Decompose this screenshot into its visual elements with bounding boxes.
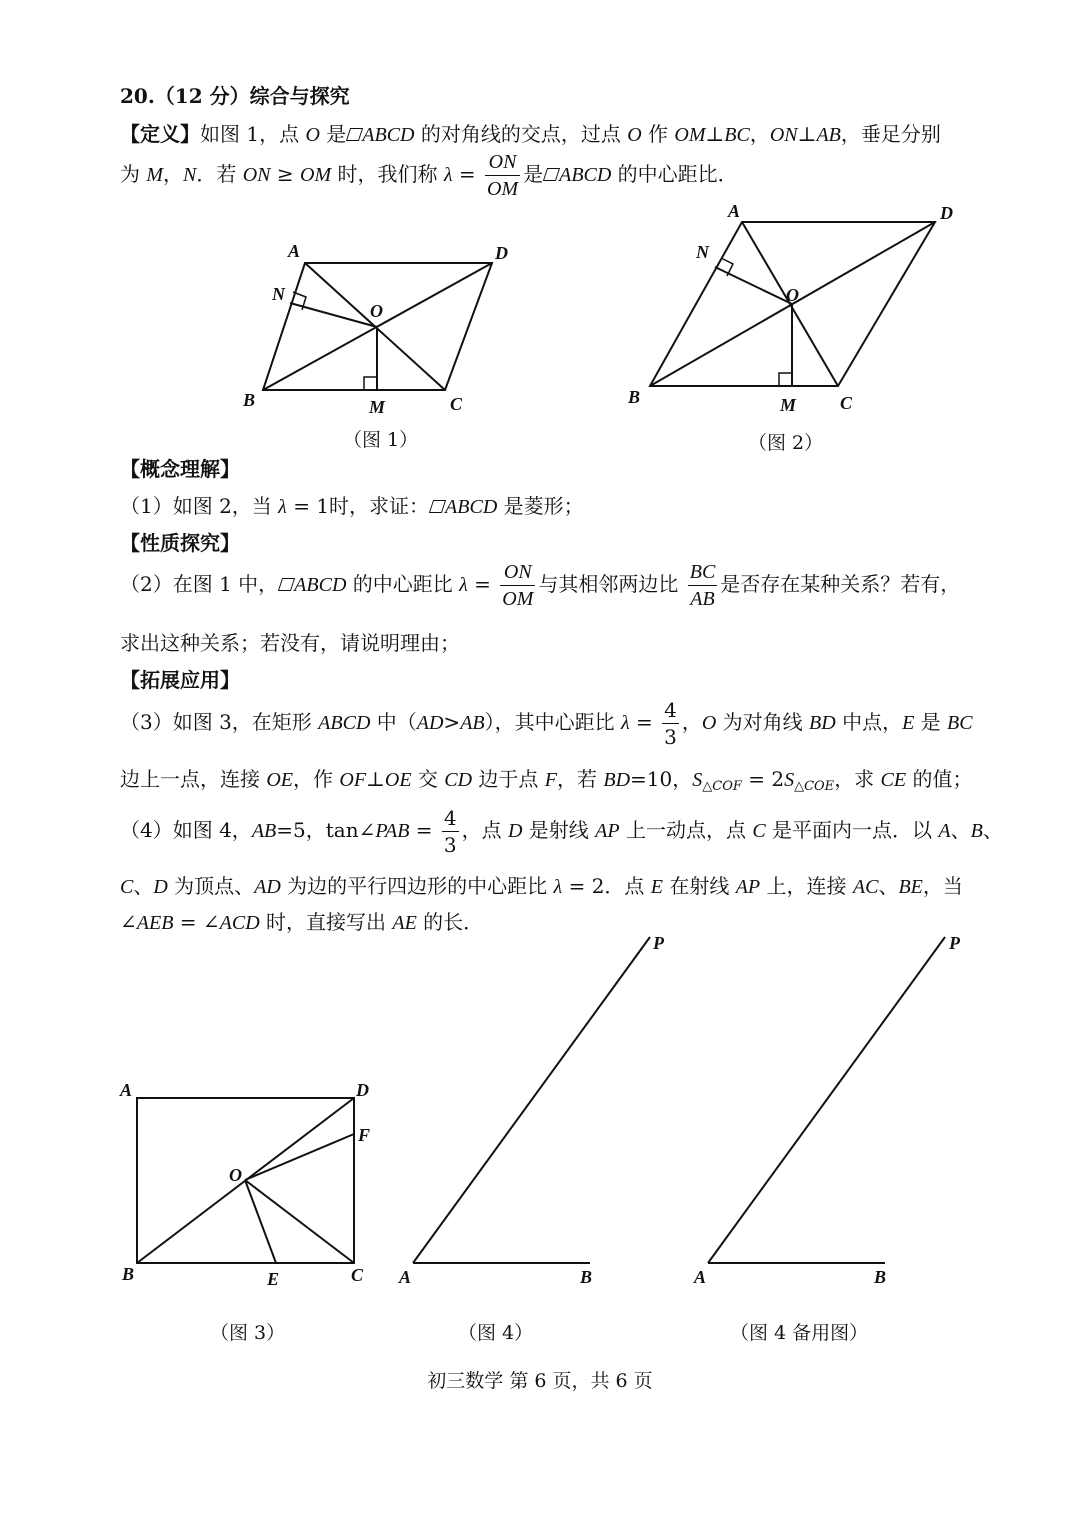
fig1-caption: （图 1） [343,429,419,451]
fig4b-caption: （图 4 备用图） [730,1322,869,1344]
fig1-label-A: A [288,241,301,261]
fig4b-label-A: A [694,1267,707,1287]
figure-4 [395,925,685,1295]
part-4-line-1: （4）如图 4，AB=5，tan∠PAB = $\frac{4}{3}$ ，点 D 是射线 AP 上一动点，点 C 是平面内一点．以 A、B、 [120,806,1003,857]
fig4-label-P: P [653,933,664,953]
part-4-line-2: C、D 为顶点、AD 为边的平行四边形的中心距比 λ = 2．点 E 在射线 AP 上，连接 AC、BE，当 [120,874,963,898]
figure-1 [230,230,530,430]
fig3-caption: （图 3） [210,1322,286,1344]
fig1-label-O: O [370,301,383,321]
fig3-label-B: B [122,1264,135,1284]
part-3-line-1: （3）如图 3，在矩形 ABCD 中（AD>AB），其中心距比 λ = $\frac{4}{3}$ ，O 为对角线 BD 中点，E 是 BC [120,698,973,749]
fig3-label-C: C [351,1265,364,1285]
fig4-caption: （图 4） [458,1322,534,1344]
fig2-label-D: D [940,203,953,223]
part-4-line-3: ∠AEB = ∠ACD 时，直接写出 AE 的长． [120,910,484,934]
fig4b-label-B: B [874,1267,887,1287]
part-1: （1）如图 2，当 λ = 1时，求证： ABCD 是菱形； [120,494,584,518]
definition-line-2: 为 M，N．若 ON ≥ OM 时，我们称 λ = $\frac{ON}{OM}$ 是 ABCD 的中心距比． [120,151,738,200]
fig3-label-E: E [267,1269,280,1289]
fig2-label-B: B [628,387,641,407]
section-extension: 【拓展应用】 [120,668,240,692]
fig4-label-A: A [399,1267,412,1287]
definition-line-1: 【定义】如图 1，点 O 是 ABCD 的对角线的交点，过点 O 作 OM⊥BC，ON⊥AB，垂足分别 [120,122,941,146]
fig1-label-M: M [369,397,386,417]
part-2-line-2: 求出这种关系；若没有，请说明理由； [120,631,460,655]
part-3-line-2: 边上一点，连接 OE，作 OF⊥OE 交 CD 边于点 F，若 BD=10，$S_{\triangle COF} = 2S_{\triangle COE}$，求 CE 的值； [120,767,973,794]
question-header: 20.（12 分）综合与探究 [120,84,350,108]
fig2-label-N: N [696,242,709,262]
section-definition: 【定义】 [120,122,200,146]
figure-3 [110,1070,380,1290]
fig2-caption: （图 2） [748,432,824,454]
fig2-label-C: C [840,393,853,413]
section-property: 【性质探究】 [120,531,240,555]
fig3-label-D: D [356,1080,369,1100]
fig3-label-F: F [358,1125,371,1145]
section-concept: 【概念理解】 [120,457,240,481]
fig2-label-A: A [728,201,741,221]
page-footer: 初三数学 第 6 页，共 6 页 [427,1370,653,1392]
fig4b-label-P: P [949,933,960,953]
fig4-label-B: B [580,1267,593,1287]
fig1-label-N: N [272,284,285,304]
figure-2 [620,200,970,420]
fig2-label-M: M [780,395,797,415]
fig1-label-B: B [243,390,256,410]
part-2-line-1: （2）在图 1 中， ABCD 的中心距比 λ = $\frac{ON}{OM}$ 与其相邻两边比 $\frac{BC}{AB}$ 是否存在某种关系？若有， [120,561,961,610]
fig3-label-O: O [229,1165,242,1185]
fig2-label-O: O [786,285,799,305]
fig1-label-C: C [450,394,463,414]
fig3-label-A: A [120,1080,133,1100]
figure-4-backup [690,925,980,1295]
fig1-label-D: D [495,243,508,263]
